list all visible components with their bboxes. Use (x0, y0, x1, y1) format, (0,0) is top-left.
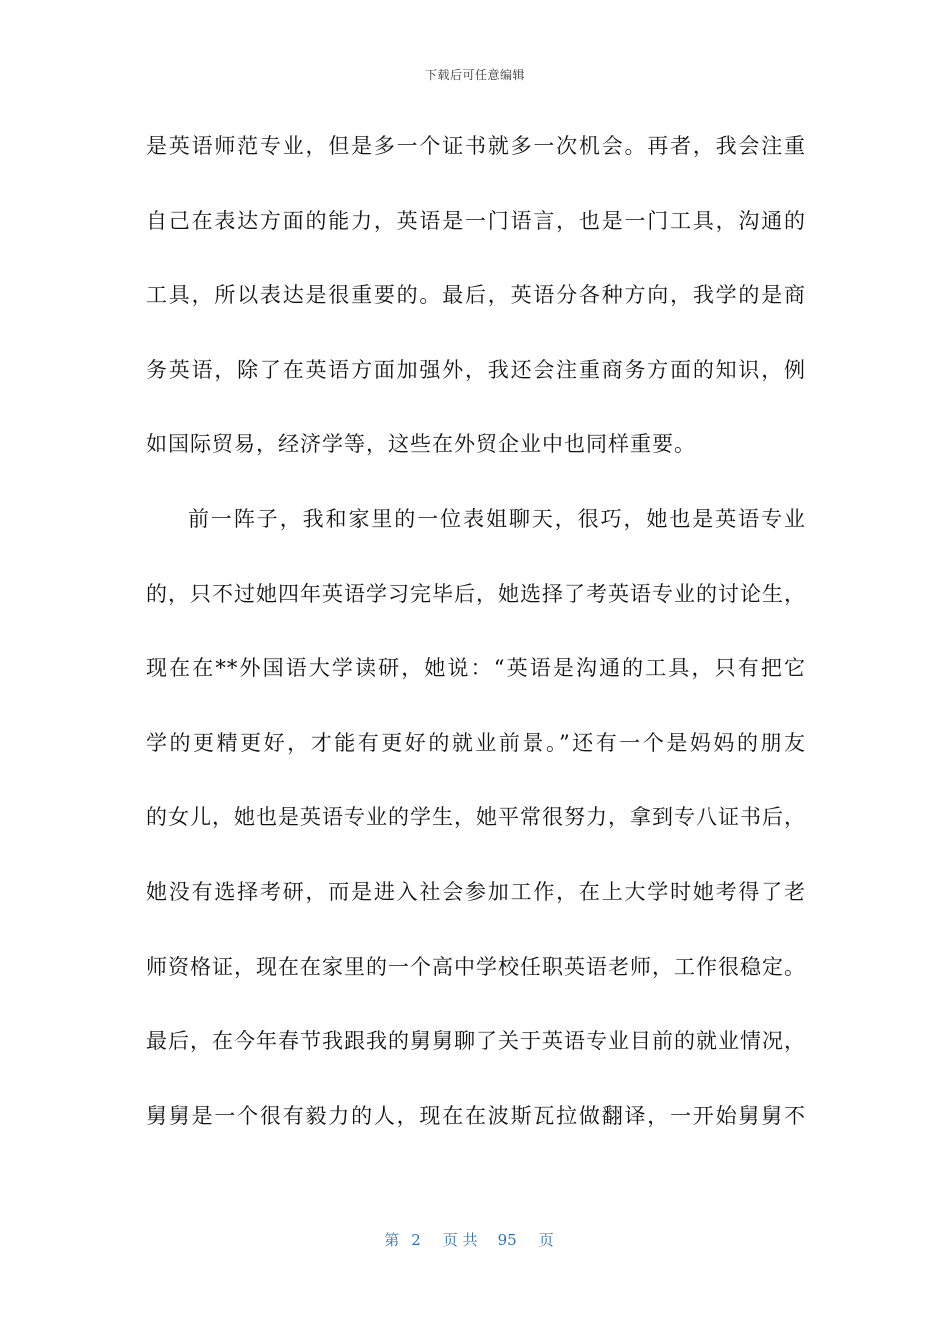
text-line: 她没有选择考研，而是进入社会参加工作，在上大学时她考得了老 (146, 879, 806, 904)
footer-total-pages: 95 (497, 1231, 517, 1249)
footer-page-number: 2 (411, 1231, 421, 1249)
text-line: 现在在**外国语大学读研，她说：“英语是沟通的工具，只有把它 (146, 656, 806, 681)
text-line: 师资格证，现在在家里的一个高中学校任职英语老师，工作很稳定。 (146, 954, 806, 979)
text-line: 工具，所以表达是很重要的。最后，英语分各种方向，我学的是商 (146, 283, 806, 308)
footer-page-suffix: 页 (538, 1231, 554, 1249)
text-line: 务英语，除了在英语方面加强外，我还会注重商务方面的知识，例 (146, 357, 806, 382)
paragraph-first-line: 前一阵子，我和家里的一位表姐聊天，很巧，她也是英语专业 (188, 506, 806, 531)
text-line: 最后，在今年春节我跟我的舅舅聊了关于英语专业目前的就业情况， (146, 1029, 806, 1054)
text-line: 的女儿，她也是英语专业的学生，她平常很努力，拿到专八证书后， (146, 805, 806, 830)
text-line: 学的更精更好，才能有更好的就业前景。”还有一个是妈妈的朋友 (146, 730, 806, 755)
footer-page-mid: 页 共 (442, 1231, 478, 1249)
footer-page-prefix: 第 (384, 1231, 400, 1249)
text-line: 舅舅是一个很有毅力的人，现在在波斯瓦拉做翻译，一开始舅舅不 (146, 1103, 806, 1128)
text-line: 是英语师范专业，但是多一个证书就多一次机会。再者，我会注重 (146, 134, 806, 158)
text-line: 的，只不过她四年英语学习完毕后，她选择了考英语专业的讨论生， (146, 581, 806, 606)
body-text (146, 128, 806, 1172)
text-line: 如国际贸易，经济学等，这些在外贸企业中也同样重要。 (146, 432, 696, 457)
page-footer (0, 1229, 950, 1250)
page-header: 下载后可任意编辑 (424, 68, 525, 82)
text-line: 自己在表达方面的能力，英语是一门语言，也是一门工具，沟通的 (146, 208, 806, 233)
